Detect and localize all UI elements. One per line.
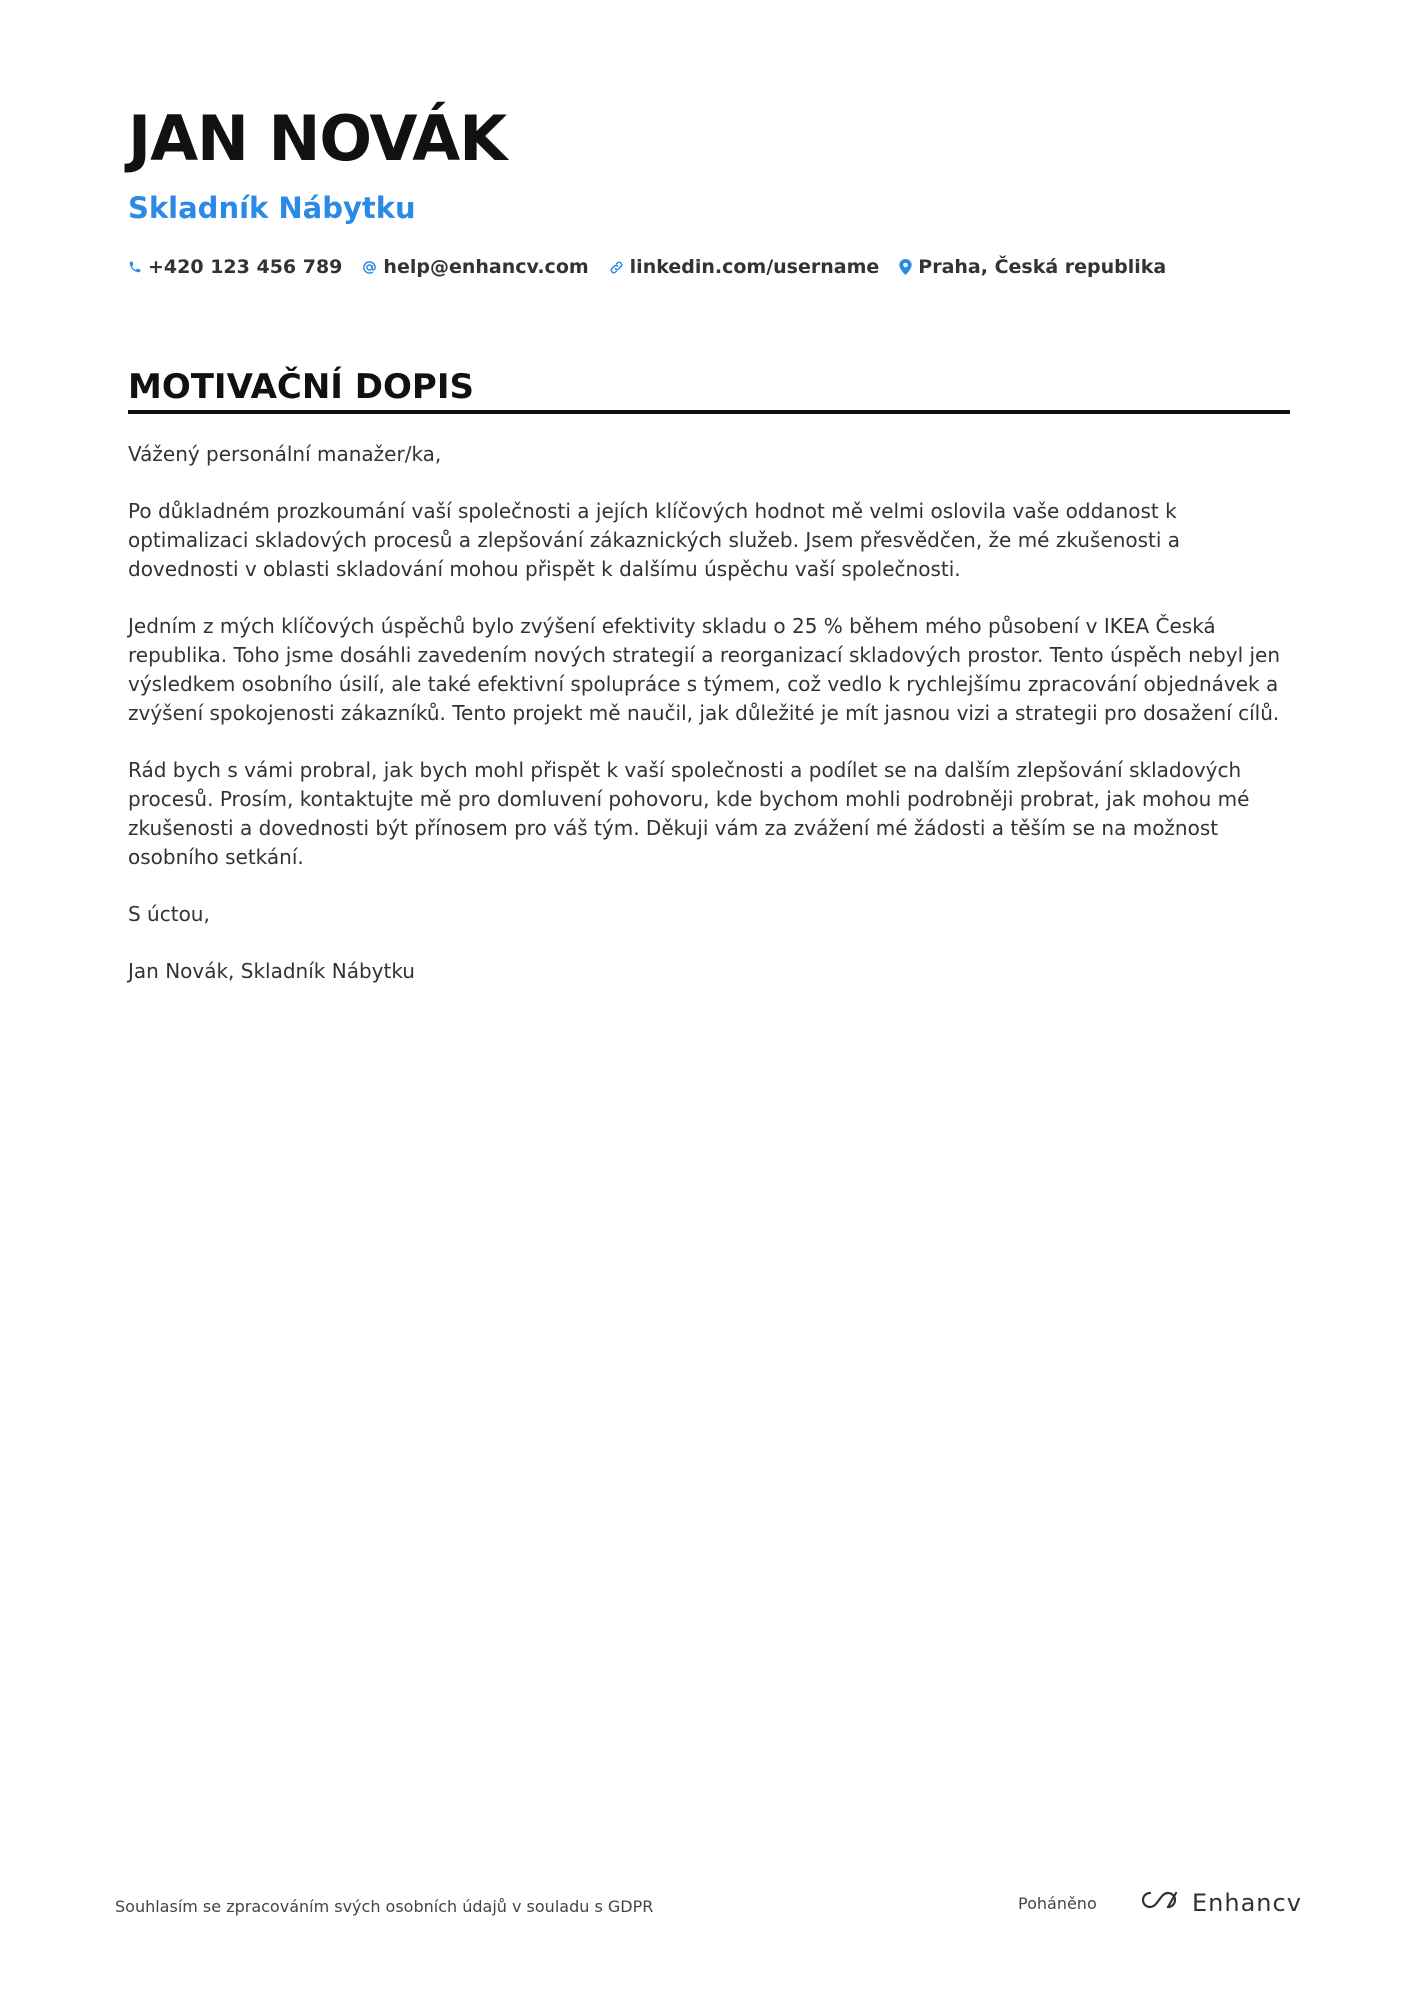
letter-paragraph: Po důkladném prozkoumání vaší společnosti a jejích klíčových hodnot mě velmi oslovila vaše oddanost k optimalizaci skladových procesů a zlepšování zákaznických služeb. Jsem přesvědčen, že mé zkušenosti a dovednosti v oblasti skladování mohou přispět k dalšímu úspěchu vaší společnosti. <box>128 499 1181 581</box>
section-divider <box>128 410 1290 414</box>
letter-closing: S úctou, <box>128 902 210 926</box>
phone-text: +420 123 456 789 <box>148 256 343 278</box>
contact-linkedin[interactable] <box>609 256 880 278</box>
letter-paragraph: Jedním z mých klíčových úspěchů bylo zvýšení efektivity skladu o 25 % během mého působení v IKEA Česká republika. Toho jsme dosáhli zavedením nových strategií a reorganizací skladových prostor. Tento úspěch nebyl jen výsledkem osobního úsilí, ale také efektivní spolupráce s týmem, což vedlo k rychlejšímu zpracování objednávek a zvýšení spokojenosti zákazníků. Tento projekt mě naučil, jak důležité je mít jasnou vizi a strategii pro dosažení cílů. <box>128 614 1281 725</box>
brand-name: Enhancv <box>1192 1889 1302 1917</box>
enhancv-logo-icon <box>1138 1888 1184 1918</box>
letter-paragraph: Rád bych s vámi probral, jak bych mohl přispět k vaší společnosti a podílet se na dalším zlepšování skladových procesů. Prosím, kontaktujte mě pro domluvení pohovoru, kde bychom mohli podrobněji probrat, jak mohou mé zkušenosti a dovednosti být přínosem pro váš tým. Děkuji vám za zvážení mé žádosti a těším se na možnost osobního setkání. <box>128 758 1250 869</box>
phone-icon <box>128 260 142 274</box>
contact-phone[interactable] <box>128 256 342 278</box>
section-title: MOTIVAČNÍ DOPIS <box>128 367 474 407</box>
powered-by-label: Poháněno <box>1018 1894 1097 1913</box>
gdpr-consent: Souhlasím se zpracováním svých osobních údajů v souladu s GDPR <box>115 1897 654 1916</box>
contact-email[interactable] <box>362 256 588 278</box>
candidate-name: JAN NOVÁK <box>128 102 507 175</box>
location-text: Praha, Česká republika <box>918 256 1167 278</box>
contact-bar <box>128 256 1166 278</box>
contact-location <box>899 256 1166 278</box>
email-text: help@enhancv.com <box>383 256 589 278</box>
letter-greeting: Vážený personální manažer/ka, <box>128 442 442 466</box>
link-icon <box>609 260 624 275</box>
linkedin-text: linkedin.com/username <box>629 256 880 278</box>
letter-body <box>128 440 1290 1014</box>
location-pin-icon <box>899 259 912 275</box>
letter-signature: Jan Novák, Skladník Nábytku <box>128 959 415 983</box>
at-icon <box>362 260 377 275</box>
brand-link[interactable] <box>1138 1888 1302 1918</box>
candidate-role: Skladník Nábytku <box>128 191 416 225</box>
